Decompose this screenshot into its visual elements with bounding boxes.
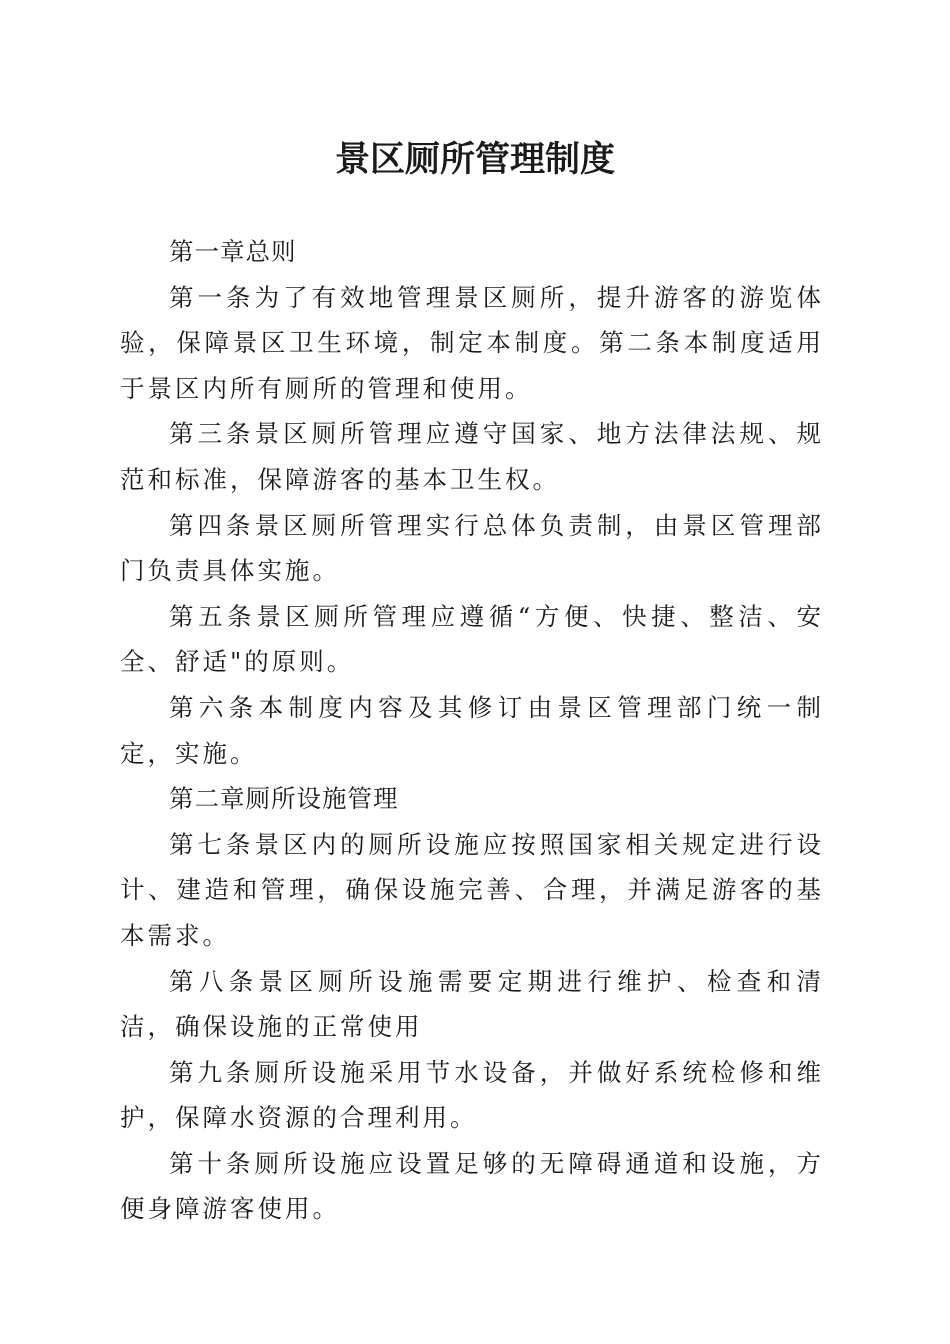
- article-5: 第五条景区厕所管理应遵循“方便、快捷、整洁、安全、舒适"的原则。: [120, 601, 824, 677]
- article-1-2: 第一条为了有效地管理景区厕所，提升游客的游览体验，保障景区卫生环境，制定本制度。第二条本制度适用于景区内所有厕所的管理和使用。: [120, 282, 824, 403]
- document-body: [120, 229, 824, 1232]
- article-10: 第十条厕所设施应设置足够的无障碍通道和设施，方便身障游客使用。: [120, 1148, 824, 1224]
- article-7: 第七条景区内的厕所设施应按照国家相关规定进行设计、建造和管理，确保设施完善、合理，并满足游客的基本需求。: [120, 829, 824, 950]
- chapter-heading-2: 第二章厕所设施管理: [169, 784, 399, 814]
- article-9: 第九条厕所设施采用节水设备，并做好系统检修和维护，保障水资源的合理利用。: [120, 1057, 824, 1133]
- chapter-heading-1: 第一章总则: [169, 237, 297, 266]
- article-6: 第六条本制度内容及其修订由景区管理部门统一制定，实施。: [120, 692, 824, 768]
- document-title: 景区厕所管理制度: [334, 139, 615, 180]
- article-4: 第四条景区厕所管理实行总体负责制，由景区管理部门负责具体实施。: [120, 510, 824, 586]
- article-8: 第八条景区厕所设施需要定期进行维护、检查和清洁，确保设施的正常使用: [120, 966, 824, 1042]
- article-3: 第三条景区厕所管理应遵守国家、地方法律法规、规范和标准，保障游客的基本卫生权。: [120, 419, 824, 494]
